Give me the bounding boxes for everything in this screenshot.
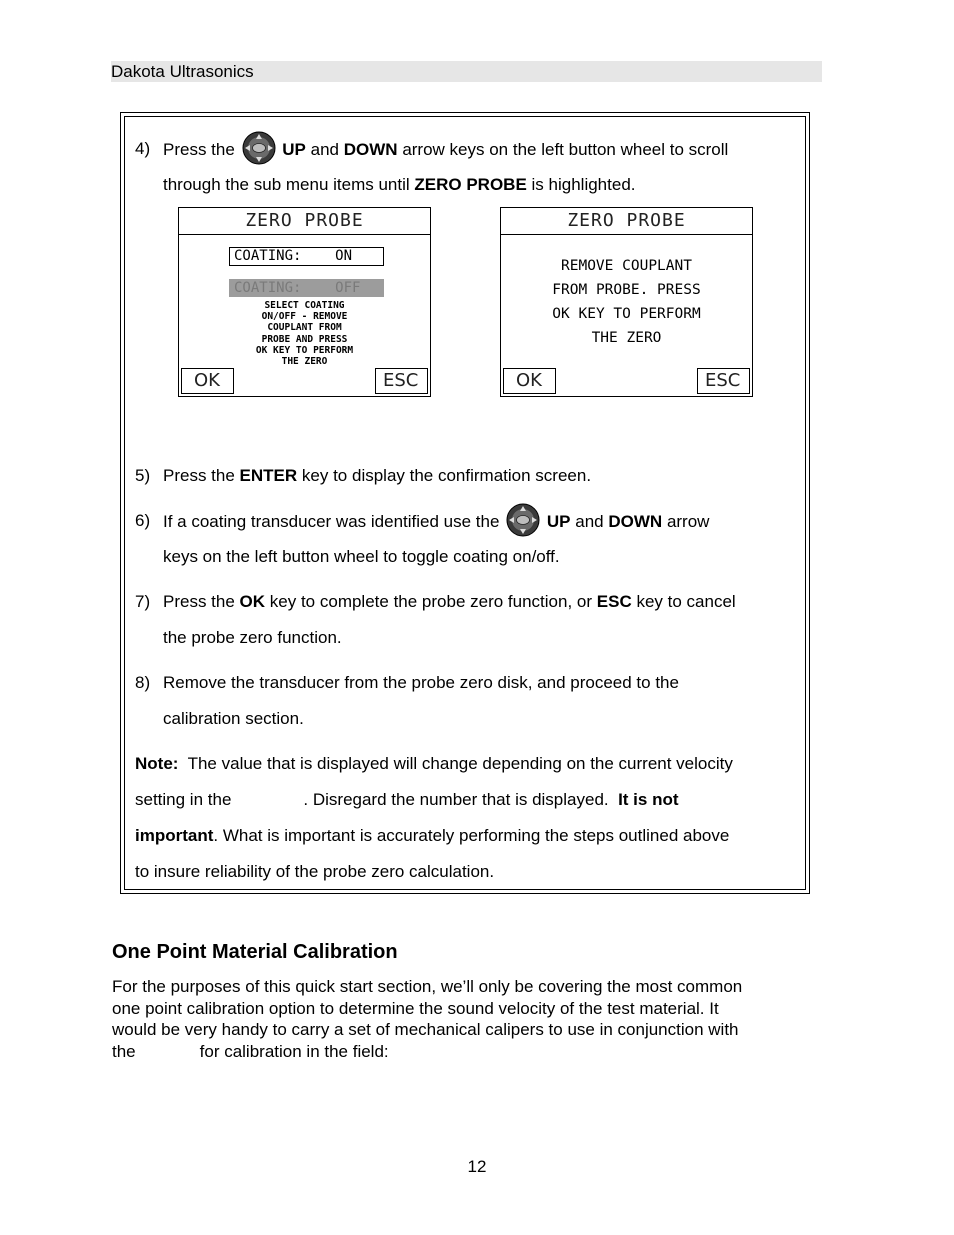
step-7-line-2 bbox=[163, 620, 342, 656]
text: and bbox=[575, 512, 604, 531]
lcd-screen-remove-couplant bbox=[500, 207, 753, 397]
text: If a coating transducer was identified use the bbox=[163, 512, 500, 531]
step-number: 6) bbox=[135, 511, 151, 530]
lcd-message-line: THE ZERO bbox=[591, 330, 662, 346]
text: key to display the confirmation screen. bbox=[301, 466, 592, 485]
text: through the sub menu items until bbox=[163, 175, 410, 194]
text: . Disregard the number that is displayed. bbox=[303, 790, 609, 809]
text: Remove the transducer from the probe zero disk, and proceed to the bbox=[163, 673, 679, 692]
note-line-1 bbox=[135, 746, 805, 782]
section-heading: One Point Material Calibration bbox=[112, 941, 398, 963]
note-label: Note: bbox=[135, 754, 179, 773]
text-bold: DOWN bbox=[608, 512, 663, 531]
lcd-title: ZERO PROBE bbox=[501, 208, 752, 235]
lcd-message-line: REMOVE COUPLANT bbox=[561, 258, 692, 274]
lcd-message-line: ON/OFF - REMOVE bbox=[261, 311, 348, 323]
paragraph-line bbox=[112, 1041, 832, 1063]
coating-off-option: COATING: OFF bbox=[229, 279, 384, 297]
text: Press the bbox=[163, 592, 235, 611]
text: is highlighted. bbox=[531, 175, 636, 194]
button-wheel-icon bbox=[506, 503, 540, 537]
step-8-line-1 bbox=[163, 665, 679, 701]
text: keys on the left button wheel to toggle coating on/off. bbox=[163, 547, 560, 566]
text: to insure reliability of the probe zero calculation. bbox=[135, 862, 495, 881]
text-bold: UP bbox=[282, 140, 306, 159]
text-bold: OK bbox=[239, 592, 266, 611]
text: the probe zero function. bbox=[163, 628, 342, 647]
text: Press the bbox=[163, 140, 235, 159]
running-header bbox=[111, 61, 822, 82]
text: setting in the bbox=[135, 790, 232, 809]
lcd-ok-button: OK bbox=[503, 368, 556, 394]
lcd-title: ZERO PROBE bbox=[179, 208, 430, 235]
lcd-ok-button: OK bbox=[181, 368, 234, 394]
coating-on-option: COATING: ON bbox=[229, 247, 384, 266]
lcd-screen-coating bbox=[178, 207, 431, 397]
text: . What is important is accurately performing the steps outlined above bbox=[213, 826, 730, 845]
text: arrow keys on the left button wheel to scroll bbox=[402, 140, 729, 159]
lcd-message-line: PROBE AND PRESS bbox=[261, 333, 348, 345]
step-number: 4) bbox=[135, 139, 151, 158]
text: key to complete the probe zero function, or bbox=[269, 592, 593, 611]
step-8-line-2 bbox=[163, 701, 304, 737]
lcd-message-line: OK KEY TO PERFORM bbox=[255, 344, 354, 356]
text: for calibration in the field: bbox=[199, 1041, 389, 1061]
text-bold: DOWN bbox=[343, 140, 398, 159]
step-5-line-1 bbox=[163, 458, 591, 494]
lcd-message-line: THE ZERO bbox=[281, 356, 328, 368]
button-wheel-icon bbox=[242, 131, 276, 165]
text: arrow bbox=[666, 512, 710, 531]
paragraph-line: For the purposes of this quick start section, we’ll only be covering the most common bbox=[112, 977, 743, 996]
step-4-line-2 bbox=[163, 167, 636, 203]
step-6-line-1 bbox=[163, 503, 709, 540]
paragraph-line: one point calibration option to determine the sound velocity of the test material. It bbox=[112, 998, 719, 1018]
step-7-line-1 bbox=[163, 584, 736, 620]
text-bold: ESC bbox=[596, 592, 632, 611]
text: The value that is displayed will change depending on the current velocity bbox=[187, 754, 733, 773]
text-bold: important bbox=[135, 826, 214, 845]
paragraph-line: would be very handy to carry a set of mechanical calipers to use in conjunction with bbox=[112, 1020, 739, 1039]
text: key to cancel bbox=[636, 592, 736, 611]
lcd-message bbox=[179, 300, 430, 367]
note-line-2 bbox=[135, 782, 805, 818]
lcd-message bbox=[501, 254, 752, 350]
text-bold: ZERO PROBE bbox=[414, 175, 527, 194]
lcd-message-line: OK KEY TO PERFORM bbox=[552, 306, 701, 322]
text-bold: It is not bbox=[618, 790, 679, 809]
lcd-message-line: COUPLANT FROM bbox=[267, 322, 342, 334]
step-number: 7) bbox=[135, 592, 151, 611]
step-4-line-1 bbox=[163, 131, 728, 168]
text: and bbox=[310, 140, 340, 159]
text-bold: ENTER bbox=[239, 466, 298, 485]
lcd-message-line: SELECT COATING bbox=[264, 300, 345, 311]
note-line-3 bbox=[135, 818, 805, 854]
step-number: 5) bbox=[135, 466, 151, 485]
text: Press the bbox=[163, 466, 235, 485]
section-paragraph bbox=[112, 976, 832, 1062]
lcd-message-line: FROM PROBE. PRESS bbox=[552, 282, 701, 298]
note-line-4 bbox=[135, 854, 805, 890]
step-number: 8) bbox=[135, 673, 151, 692]
company-name: Dakota Ultrasonics bbox=[111, 62, 254, 81]
text: the bbox=[112, 1041, 136, 1061]
page-number: 12 bbox=[467, 1157, 487, 1176]
text-bold: UP bbox=[546, 512, 571, 531]
text: calibration section. bbox=[163, 709, 304, 728]
step-6-line-2 bbox=[163, 539, 560, 575]
lcd-esc-button: ESC bbox=[375, 368, 428, 394]
lcd-esc-button: ESC bbox=[697, 368, 750, 394]
